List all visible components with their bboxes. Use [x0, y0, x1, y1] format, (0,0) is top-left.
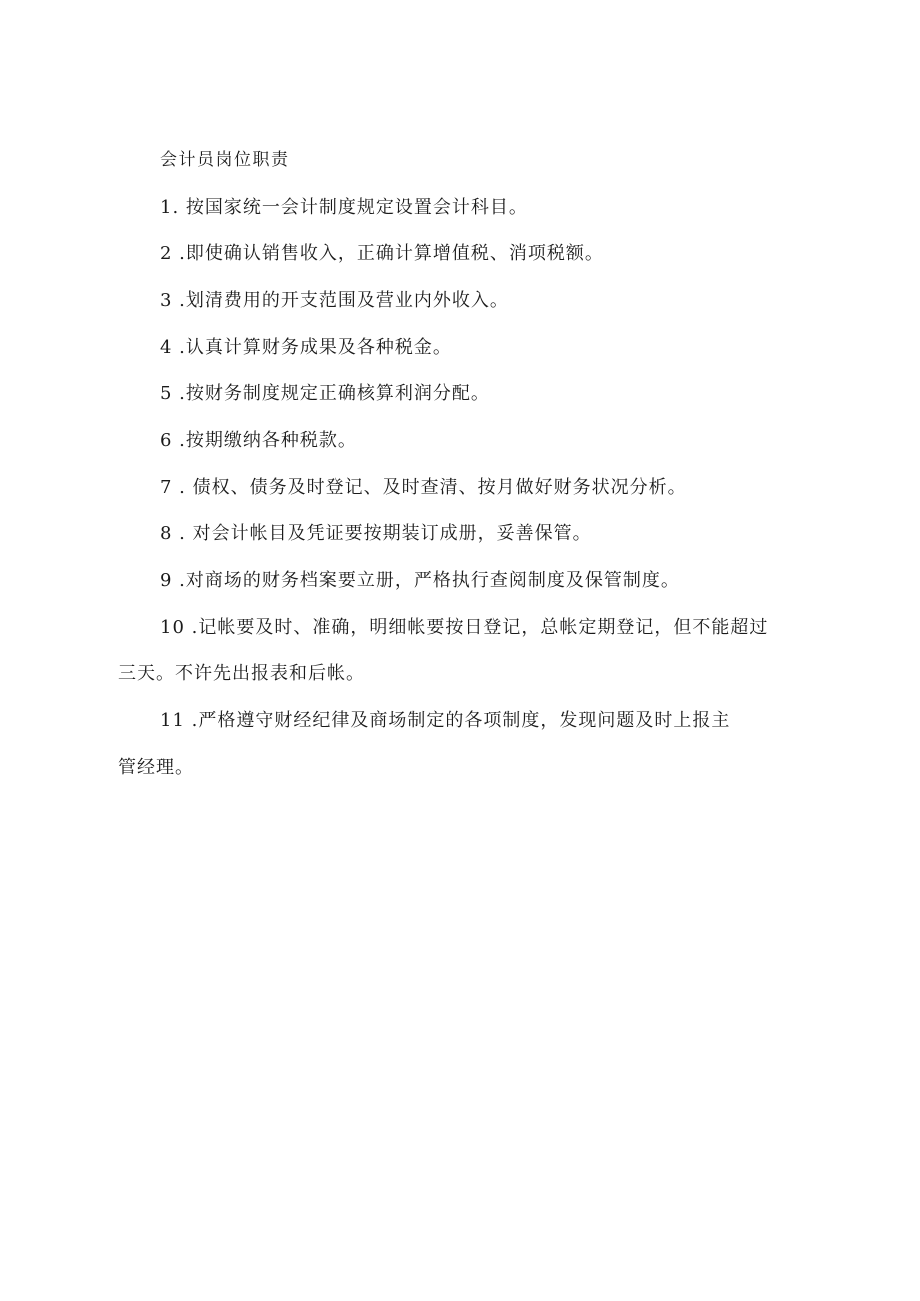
duty-item-6: 6 .按期缴纳各种税款。 [160, 430, 357, 451]
duty-item-5: 5 .按财务制度规定正确核算利润分配。 [160, 383, 490, 404]
duty-item-8: 8 . 对会计帐目及凭证要按期装订成册，妥善保管。 [160, 523, 592, 544]
duty-item-1: 1. 按国家统一会计制度规定设置会计科目。 [160, 197, 528, 218]
duty-item-7: 7 . 债权、债务及时登记、及时查清、按月做好财务状况分析。 [160, 477, 687, 498]
duty-item-4: 4 .认真计算财务成果及各种税金。 [160, 337, 452, 358]
duty-item-11-line-1: 11 .严格遵守财经纪律及商场制定的各项制度，发现问题及时上报主 [160, 710, 731, 731]
duty-item-10-line-2: 三天。不许先出报表和后帐。 [118, 663, 365, 684]
duty-item-2: 2 .即使确认销售收入，正确计算增值税、消项税额。 [160, 243, 604, 264]
duty-item-3: 3 .划清费用的开支范围及营业内外收入。 [160, 290, 509, 311]
duty-item-9: 9 .对商场的财务档案要立册，严格执行查阅制度及保管制度。 [160, 570, 680, 591]
duty-item-10-line-1: 10 .记帐要及时、准确，明细帐要按日登记，总帐定期登记，但不能超过 [160, 617, 769, 638]
duty-item-11-line-2: 管经理。 [118, 757, 194, 778]
document-title: 会计员岗位职责 [160, 150, 290, 170]
